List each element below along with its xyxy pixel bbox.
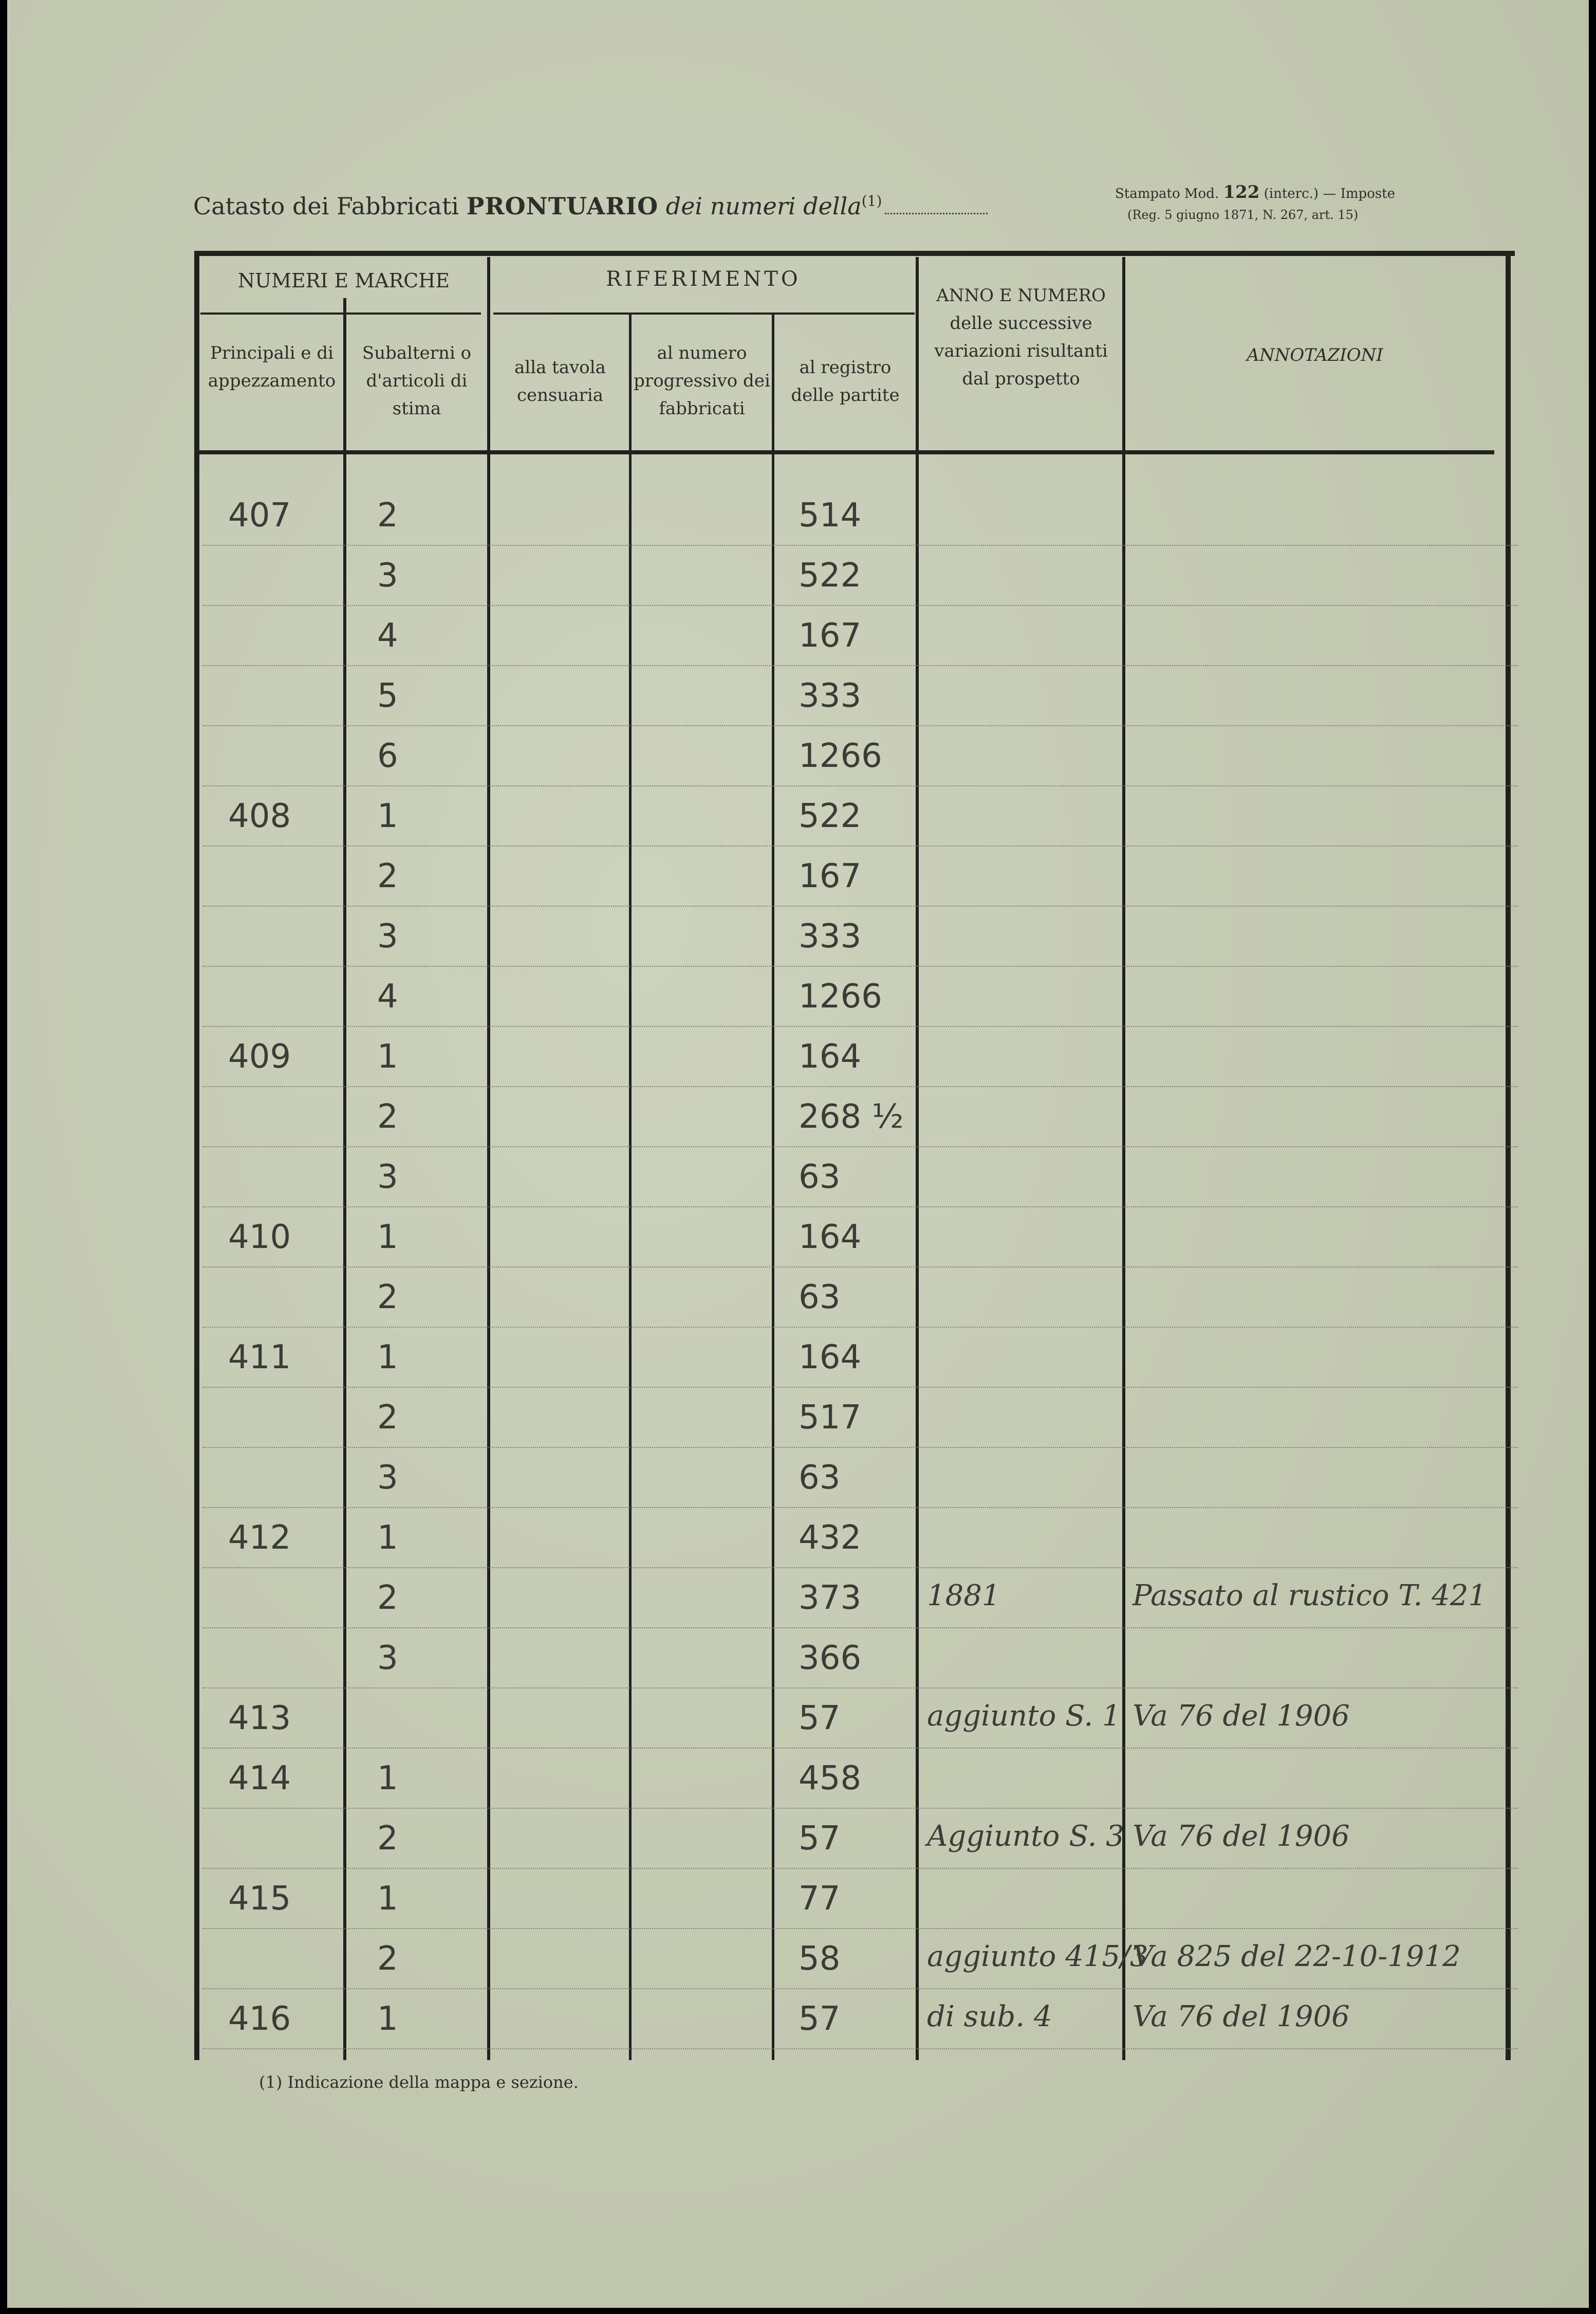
variation-entry: di sub. 4 (927, 2000, 1052, 2033)
partita-number: 57 (799, 1699, 841, 1737)
subalterno-number: 4 (377, 978, 398, 1016)
row-rule (202, 2048, 1518, 2049)
header-bottom-rule (194, 450, 1494, 454)
subalterno-number: 2 (377, 1940, 398, 1978)
principale-number: 410 (228, 1218, 291, 1256)
partita-number: 432 (799, 1519, 862, 1557)
principale-number: 407 (228, 497, 291, 535)
principale-number: 415 (228, 1880, 291, 1918)
row-rule (202, 1868, 1518, 1869)
stamp-model-number: 122 (1223, 182, 1260, 203)
col-anno: ANNO E NUMERO delle successive variazioni risultanti dal prospetto (934, 285, 1108, 389)
row-rule (202, 1026, 1518, 1027)
row-rule (202, 545, 1518, 546)
annotation-entry: Va 76 del 1906 (1133, 2000, 1350, 2033)
col-annotazioni: ANNOTAZIONI (1247, 345, 1383, 365)
row-rule (202, 1567, 1518, 1568)
partita-number: 366 (799, 1639, 862, 1677)
col-divider-4 (772, 314, 774, 2060)
partita-number: 522 (799, 557, 862, 595)
row-rule (202, 785, 1518, 786)
left-border (194, 251, 199, 2060)
subalterno-number: 1 (377, 2000, 398, 2038)
row-rule (202, 1507, 1518, 1508)
row-rule (202, 906, 1518, 907)
row-rule (202, 1687, 1518, 1688)
partita-number: 167 (799, 857, 862, 895)
row-rule (202, 1928, 1518, 1929)
col-progressivo: al numero progressivo dei fabbricati (634, 343, 770, 419)
subalterno-number: 2 (377, 1820, 398, 1858)
partita-number: 164 (799, 1218, 862, 1256)
partita-number: 58 (799, 1940, 841, 1978)
subalterno-number: 1 (377, 1759, 398, 1797)
subalterno-number: 1 (377, 1038, 398, 1076)
row-rule (202, 605, 1518, 606)
partita-number: 57 (799, 2000, 841, 2038)
subalterno-number: 2 (377, 1278, 398, 1316)
subalterno-number: 2 (377, 1098, 398, 1136)
subalterno-number: 1 (377, 1338, 398, 1376)
principale-number: 408 (228, 797, 291, 835)
title-note: (1) (861, 192, 882, 210)
subalterno-number: 3 (377, 917, 398, 956)
partita-number: 63 (799, 1459, 841, 1497)
table-top-border (194, 251, 1515, 256)
partita-number: 373 (799, 1579, 862, 1617)
subalterno-number: 5 (377, 677, 398, 715)
col-divider-6 (1122, 257, 1125, 2060)
stamp-suffix: (interc.) — Imposte (1264, 186, 1395, 201)
subalterno-number: 3 (377, 1158, 398, 1196)
partita-number: 1266 (799, 978, 882, 1016)
partita-number: 333 (799, 677, 862, 715)
col-subalterni: Subalterni o d'articoli di stima (362, 343, 472, 419)
subalterno-number: 2 (377, 1399, 398, 1437)
print-stamp-line2: (Reg. 5 giugno 1871, N. 267, art. 15) (1127, 208, 1359, 222)
partita-number: 167 (799, 617, 862, 655)
row-rule (202, 846, 1518, 847)
partita-number: 514 (799, 497, 862, 535)
principale-number: 412 (228, 1519, 291, 1557)
subalterno-number: 4 (377, 617, 398, 655)
partita-number: 517 (799, 1399, 862, 1437)
title-italic: dei numeri della (665, 192, 862, 220)
print-stamp-line1 (1115, 182, 1395, 203)
row-rule (202, 1086, 1518, 1087)
title-dots (885, 213, 988, 214)
variation-entry: Aggiunto S. 3 (927, 1820, 1124, 1853)
title-prefix: Catasto dei Fabbricati (193, 192, 459, 220)
partita-number: 333 (799, 917, 862, 956)
row-rule (202, 1206, 1518, 1207)
subalterno-number: 3 (377, 1459, 398, 1497)
subalterno-number: 1 (377, 797, 398, 835)
partita-number: 57 (799, 1820, 841, 1858)
row-rule (202, 1266, 1518, 1268)
col-registro: al registro delle partite (791, 357, 900, 406)
row-rule (202, 1748, 1518, 1749)
right-border (1506, 251, 1511, 2060)
partita-number: 77 (799, 1880, 841, 1918)
partita-number: 164 (799, 1338, 862, 1376)
partita-number: 458 (799, 1759, 862, 1797)
col-divider-5 (916, 257, 919, 2060)
col-divider-2 (487, 257, 490, 2060)
subalterno-number: 6 (377, 737, 398, 775)
row-rule (202, 1387, 1518, 1388)
footnote: (1) Indicazione della mappa e sezione. (259, 2072, 579, 2092)
row-rule (202, 1988, 1518, 1989)
row-rule (202, 966, 1518, 967)
col-principali: Principali e di appezzamento (208, 343, 336, 391)
row-rule (202, 1146, 1518, 1147)
principale-number: 411 (228, 1338, 291, 1376)
partita-number: 63 (799, 1158, 841, 1196)
variation-entry: aggiunto 415/3 (927, 1940, 1148, 1973)
numeri-group-rule (200, 313, 481, 315)
subalterno-number: 2 (377, 857, 398, 895)
group-riferimento: RIFERIMENTO (606, 267, 801, 291)
row-rule (202, 665, 1518, 666)
stamp-prefix: Stampato Mod. (1115, 186, 1219, 201)
col-divider-1 (343, 298, 346, 2060)
annotation-entry: Passato al rustico T. 421 (1133, 1579, 1487, 1612)
group-numeri-e-marche: NUMERI E MARCHE (237, 269, 450, 292)
subalterno-number: 2 (377, 497, 398, 535)
row-rule (202, 725, 1518, 726)
annotation-entry: Va 76 del 1906 (1133, 1820, 1350, 1853)
row-rule (202, 1447, 1518, 1448)
subalterno-number: 1 (377, 1519, 398, 1557)
partita-number: 63 (799, 1278, 841, 1316)
annotation-entry: Va 76 del 1906 (1133, 1699, 1350, 1733)
register-sheet (7, 0, 1589, 2308)
col-divider-3 (629, 314, 632, 2060)
principale-number: 416 (228, 2000, 291, 2038)
variation-entry: 1881 (927, 1579, 1000, 1612)
partita-number: 164 (799, 1038, 862, 1076)
annotation-entry: Va 825 del 22-10-1912 (1133, 1940, 1461, 1973)
col-tavola: alla tavola censuaria (514, 357, 606, 406)
partita-number: 522 (799, 797, 862, 835)
subalterno-number: 3 (377, 1639, 398, 1677)
partita-number: 1266 (799, 737, 882, 775)
page-title (193, 192, 988, 220)
principale-number: 413 (228, 1699, 291, 1737)
row-rule (202, 1327, 1518, 1328)
principale-number: 409 (228, 1038, 291, 1076)
title-bold: PRONTUARIO (466, 192, 659, 220)
riferimento-group-rule (493, 313, 915, 315)
subalterno-number: 1 (377, 1880, 398, 1918)
partita-number: 268 ½ (799, 1098, 904, 1136)
principale-number: 414 (228, 1759, 291, 1797)
subalterno-number: 2 (377, 1579, 398, 1617)
row-rule (202, 1627, 1518, 1628)
subalterno-number: 3 (377, 557, 398, 595)
row-rule (202, 1808, 1518, 1809)
variation-entry: aggiunto S. 1 (927, 1699, 1121, 1733)
subalterno-number: 1 (377, 1218, 398, 1256)
